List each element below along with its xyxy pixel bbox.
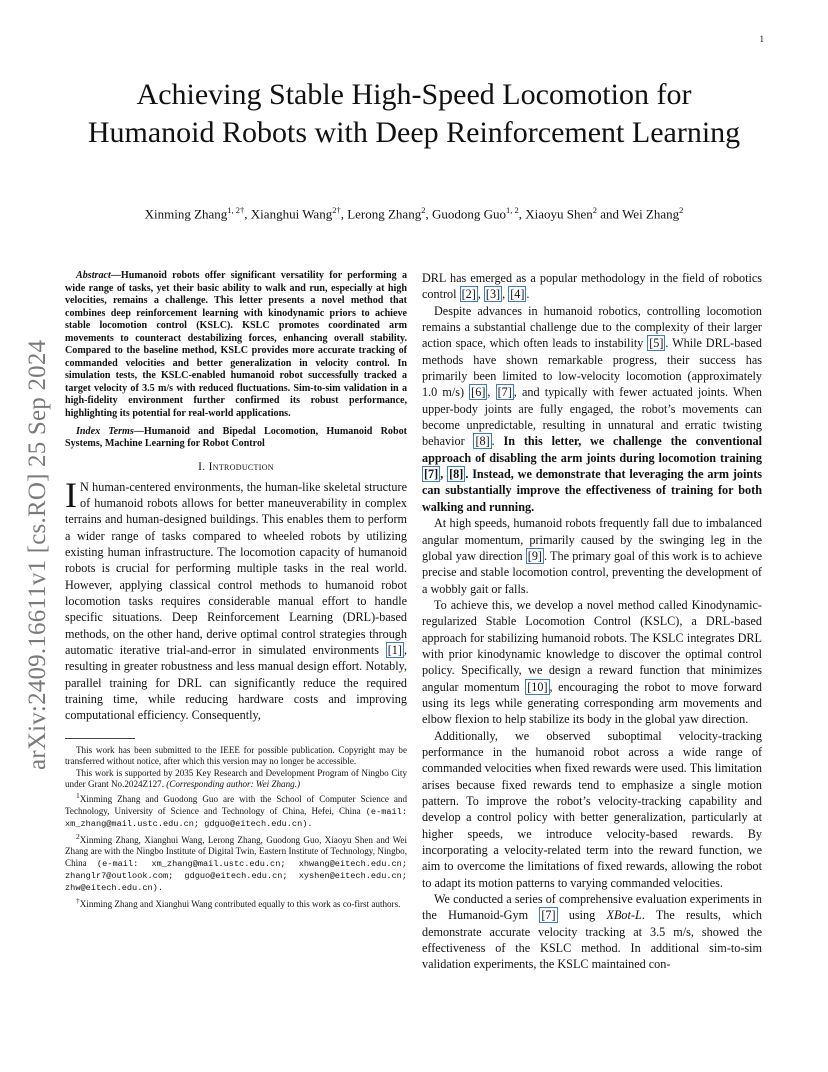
- dropcap: I: [65, 474, 77, 515]
- index-terms: [65, 426, 407, 451]
- separator: .: [491, 434, 504, 449]
- paragraph-text: At high speeds, humanoid robots frequently fall due to imbalanced angular momentum, primarily caused by the swinging leg in the global yaw direction: [422, 516, 762, 563]
- footnote-emails: (e-mail: xm_zhang@mail.ustc.edu.cn; xhwang@eitech.edu.cn; zhanglr7@outlook.com; gdguo@eitech.edu.cn; xyshen@eitech.edu.cn; zhw@eitech.edu.cn).: [65, 858, 407, 894]
- author-name: , Xianghui Wang: [244, 206, 333, 222]
- paragraph-challenge: [422, 303, 762, 515]
- footnote-text: Xinming Zhang, Xianghui Wang, Lerong Zhang, Guodong Guo, Xiaoyu Shen and Wei Zhang are with the Ningbo Institute of Digital Twin, Eastern Institute of Technology, Ningbo, China: [65, 834, 407, 868]
- abstract-text: —Humanoid robots offer significant versatility for performing a wide range of tasks, yet their basic ability to walk and run, especially at high velocities, remains a challenge. This letter presents a novel method that combines deep reinforcement learning with kinodynamic priors to achieve stable locomotion control (KSLC). KSLC promotes coordinated arm movements to counteract destabilizing forces, enhancing overall stability. Compared to the baseline method, KSLC provides more accurate tracking of commanded velocities and better generalization in velocity control. In simulation tests, the KSLC-enabled humanoid robot successfully tracked a target velocity of 3.5 m/s with reduced fluctuations. Sim-to-sim validation in a high-fidelity environment further confirmed its robust performance, highlighting its potential for real-world applications.: [65, 270, 407, 420]
- citation-link[interactable]: [7]: [497, 385, 512, 400]
- index-terms-label: Index Terms: [76, 425, 134, 437]
- citation-link[interactable]: [3]: [485, 287, 501, 302]
- footnote-affiliation-1: [65, 790, 407, 830]
- paper-title: Achieving Stable High-Speed Locomotion for Humanoid Robots with Deep Reinforcement Learning: [87, 78, 741, 149]
- separator: ,: [487, 385, 496, 400]
- section-number: I.: [198, 460, 209, 473]
- citation-link[interactable]: [9]: [527, 548, 542, 563]
- citation-link[interactable]: [2]: [461, 287, 476, 302]
- paragraph-text: , encouraging the robot to move forward using its legs while generating corresponding arm movements and elbow flexion to help stabilize its body in the global yaw direction.: [422, 679, 763, 727]
- paragraph-text: DRL has emerged as a popular methodology in the field of robotics control: [422, 271, 762, 302]
- author-affiliation: 2†: [332, 205, 341, 215]
- separator: .: [526, 287, 530, 302]
- separator: ,: [440, 467, 448, 482]
- paragraph-text: N human-centered environments, the human-like skeletal structure of humanoid robots allows for better maneuverability in complex terrains and human-designed buildings. This enables them to perform a wider range of tasks compared to wheeled robots by utilizing existing human infrastructure. The locomotion capacity of humanoid robots is crucial for performing multiple tasks in the real world. However, applying classical control methods to humanoid robot locomotion tasks requires considerable manual effort to handle specific situations. Deep Reinforcement Learning (DRL)-based methods, on the other hand, derive optimal control strategies through automatic iterative trial-and-error in simulated environments: [65, 479, 407, 658]
- footnote-text: Xinming Zhang and Guodong Guo are with the School of Computer Science and Technology, University of Science and Technology of China, Hefei, China: [65, 794, 407, 816]
- separator: ,: [502, 287, 509, 302]
- page-number: 1: [759, 34, 764, 44]
- author-affiliation: 1, 2†: [227, 205, 245, 215]
- paragraph-high-speed: [422, 515, 762, 597]
- paragraph-text: Despite advances in humanoid robotics, controlling locomotion remains a substantial challenge due to the complexity of their larger action space, which often leads to instability: [422, 303, 762, 351]
- citation-link[interactable]: [4]: [510, 287, 525, 302]
- author-name: , Lerong Zhang: [340, 206, 422, 222]
- citation-link[interactable]: [7]: [424, 467, 439, 482]
- paragraph-drl: [422, 270, 762, 303]
- footnote-corresponding: (Corresponding author: Wei Zhang.): [166, 779, 300, 790]
- footnote-rule: [65, 738, 135, 739]
- footnote-text: Xinming Zhang and Xianghui Wang contributed equally to this work as co-first authors.: [79, 898, 401, 909]
- left-column: [65, 270, 407, 910]
- paragraph-experiments: [422, 891, 762, 973]
- citation-link[interactable]: [5]: [649, 336, 664, 351]
- section-heading-introduction: [65, 461, 407, 473]
- citation-link[interactable]: [1]: [387, 643, 402, 658]
- citation-link[interactable]: [8]: [449, 467, 464, 482]
- abstract-label: Abstract: [76, 270, 111, 281]
- right-column: [422, 270, 762, 973]
- intro-paragraph: [65, 474, 407, 724]
- author-name: , Guodong Guo: [425, 206, 506, 222]
- paragraph-text: . The results, which demonstrate accurate velocity tracking at 3.5 m/s, showed the effectiveness of the KSLC method. In additional sim-to-sim validation experiments, the KSLC maintained con-: [422, 908, 762, 972]
- author-affiliation: 1, 2: [506, 205, 519, 215]
- paragraph-text: . The primary goal of this work is to achieve precise and stable locomotion control, preventing the development of a wobbly gait or falls.: [422, 548, 762, 596]
- citation-link[interactable]: [6]: [471, 385, 486, 400]
- footnote-equal-contribution: [65, 895, 407, 910]
- author-affiliation: 2: [421, 205, 426, 215]
- author-name: , Xiaoyu Shen: [518, 206, 593, 222]
- footnote-submission: This work has been submitted to the IEEE for possible publication. Copyright may be transferred without notice, after which this version may no longer be accessible.: [65, 744, 407, 767]
- citation-link[interactable]: [8]: [475, 434, 490, 449]
- citation-link[interactable]: [7]: [541, 908, 556, 923]
- author-name: and Wei Zhang: [597, 206, 680, 222]
- footnote-affiliation-2: [65, 831, 407, 895]
- separator: ,: [477, 287, 484, 302]
- paragraph-text: , and typically with fewer actuated joints. When upper-body joints are fully engaged, the robot’s movements can become unpredictable, resulting in unnatural and erratic twisting behavior: [422, 385, 763, 449]
- author-list: [60, 205, 768, 222]
- abstract: [65, 270, 407, 421]
- robot-name: XBot-L: [606, 908, 642, 923]
- paragraph-kslc: [422, 597, 762, 728]
- paragraph-bold-text: In this letter, we challenge the conventional approach of disabling the arm joints during locomotion training: [422, 434, 762, 465]
- paragraph-text: To achieve this, we develop a novel method called Kinodynamic-regularized Stable Locomotion Control (KSLC), a DRL-based approach for stabilizing humanoid robots. The KSLC integrates DRL with prior kinodynamic knowledge to discover the optimal control policy. Specifically, we design a reward function that minimizes angular momentum: [422, 597, 762, 694]
- paragraph-text: . While DRL-based methods have shown remarkable progress, their success has primarily been limited to low-velocity locomotion (approximately 1.0 m/s): [422, 336, 762, 400]
- index-terms-text: —Humanoid and Bipedal Locomotion, Humanoid Robot Systems, Machine Learning for Robot Control: [65, 425, 407, 450]
- arxiv-stamp: arXiv:2409.16611v1 [cs.RO] 25 Sep 2024: [24, 339, 51, 770]
- footnote-emails: (e-mail: xm_zhang@mail.ustc.edu.cn; gdguo@eitech.edu.cn).: [65, 806, 407, 830]
- author-affiliation: 2: [592, 205, 598, 215]
- paragraph-text: , resulting in greater robustness and less manual design effort. Notably, parallel training for DRL can significantly reduce the required training time, while reducing hardware costs and improving computational efficiency. Consequently,: [65, 643, 407, 723]
- footnote-text: This work is supported by 2035 Key Research and Development Program of Ningbo City under Grant No.2024Z127.: [65, 767, 407, 790]
- paragraph-velocity: Additionally, we observed suboptimal velocity-tracking performance in the humanoid robot across a wide range of commanded velocities when fixed rewards were used. This limitation arises because fixed rewards tend to emphasize a single motion pattern. To improve the robot’s velocity-tracking capability and develop a control policy with better generalization, particularly at higher speeds, we introduce velocity-based rewards. By incorporating a velocity-related term into the reward function, we aim to overcome the limitations of fixed rewards, allowing the robot to adapt its motion patterns to varying commanded velocities.: [422, 728, 762, 890]
- paragraph-bold-text: . Instead, we demonstrate that leveraging the arm joints can substantially improve the effectiveness of training for both walking and running.: [422, 467, 762, 514]
- author-affiliation: 2: [679, 205, 684, 215]
- paragraph-text: using: [557, 908, 607, 923]
- footnote-funding: [65, 768, 407, 791]
- author-name: Xinming Zhang: [144, 206, 228, 222]
- footnote-mark: 1: [76, 791, 80, 801]
- citation-link[interactable]: [10]: [527, 679, 548, 694]
- footnote-mark: †: [76, 895, 80, 905]
- paragraph-text: We conducted a series of comprehensive evaluation experiments in the Humanoid-Gym: [422, 892, 762, 923]
- section-name: Introduction: [208, 460, 274, 473]
- footnote-mark: 2: [76, 831, 80, 841]
